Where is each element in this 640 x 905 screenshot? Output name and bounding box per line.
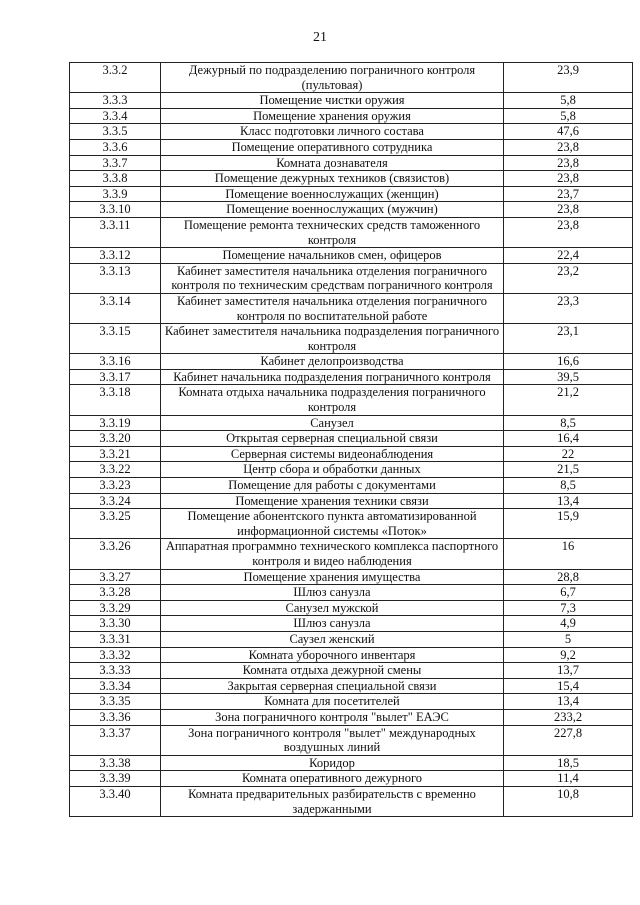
room-area-cell: 6,7 — [504, 585, 633, 601]
table-row — [70, 446, 633, 462]
room-area-cell: 15,4 — [504, 678, 633, 694]
room-number-cell: 3.3.12 — [70, 248, 161, 264]
room-area-cell: 23,8 — [504, 139, 633, 155]
room-name-cell: Серверная системы видеонаблюдения — [161, 446, 504, 462]
table-row — [70, 616, 633, 632]
room-area-cell: 227,8 — [504, 725, 633, 755]
room-name-cell: Комната оперативного дежурного — [161, 771, 504, 787]
room-number-cell: 3.3.10 — [70, 202, 161, 218]
table-row — [70, 631, 633, 647]
room-area-cell: 22,4 — [504, 248, 633, 264]
room-number-cell: 3.3.33 — [70, 663, 161, 679]
room-number-cell: 3.3.34 — [70, 678, 161, 694]
room-number-cell: 3.3.7 — [70, 155, 161, 171]
room-area-cell: 9,2 — [504, 647, 633, 663]
room-area-cell: 23,8 — [504, 171, 633, 187]
room-area-cell: 21,5 — [504, 462, 633, 478]
room-name-cell: Кабинет начальника подразделения пограничного контроля — [161, 369, 504, 385]
room-number-cell: 3.3.20 — [70, 431, 161, 447]
room-area-cell: 23,2 — [504, 263, 633, 293]
room-number-cell: 3.3.31 — [70, 631, 161, 647]
table-row — [70, 431, 633, 447]
room-name-cell: Помещение оперативного сотрудника — [161, 139, 504, 155]
room-area-cell: 5,8 — [504, 93, 633, 109]
room-name-cell: Дежурный по подразделению пограничного контроля (пультовая) — [161, 63, 504, 93]
room-number-cell: 3.3.22 — [70, 462, 161, 478]
room-number-cell: 3.3.23 — [70, 478, 161, 494]
room-name-cell: Помещение хранения техники связи — [161, 493, 504, 509]
table-row — [70, 186, 633, 202]
room-name-cell: Помещение начальников смен, офицеров — [161, 248, 504, 264]
room-number-cell: 3.3.27 — [70, 569, 161, 585]
table-row — [70, 263, 633, 293]
room-name-cell: Санузел мужской — [161, 600, 504, 616]
room-name-cell: Коридор — [161, 755, 504, 771]
room-number-cell: 3.3.25 — [70, 509, 161, 539]
room-number-cell: 3.3.28 — [70, 585, 161, 601]
table-row — [70, 539, 633, 569]
room-number-cell: 3.3.4 — [70, 108, 161, 124]
table-row — [70, 171, 633, 187]
room-area-cell: 39,5 — [504, 369, 633, 385]
room-number-cell: 3.3.39 — [70, 771, 161, 787]
room-area-cell: 23,8 — [504, 217, 633, 247]
room-number-cell: 3.3.18 — [70, 385, 161, 415]
room-number-cell: 3.3.32 — [70, 647, 161, 663]
table-row — [70, 93, 633, 109]
table-row — [70, 217, 633, 247]
room-number-cell: 3.3.30 — [70, 616, 161, 632]
room-area-cell: 23,8 — [504, 155, 633, 171]
room-area-cell: 47,6 — [504, 124, 633, 140]
room-number-cell: 3.3.6 — [70, 139, 161, 155]
room-area-cell: 13,7 — [504, 663, 633, 679]
room-area-cell: 23,9 — [504, 63, 633, 93]
table-row — [70, 139, 633, 155]
room-name-cell: Кабинет заместителя начальника подразделения пограничного контроля — [161, 324, 504, 354]
room-name-cell: Шлюз санузла — [161, 585, 504, 601]
table-row — [70, 725, 633, 755]
room-name-cell: Помещение военнослужащих (женщин) — [161, 186, 504, 202]
room-number-cell: 3.3.29 — [70, 600, 161, 616]
table-row — [70, 663, 633, 679]
room-number-cell: 3.3.38 — [70, 755, 161, 771]
room-number-cell: 3.3.26 — [70, 539, 161, 569]
table-row — [70, 694, 633, 710]
room-area-cell: 16 — [504, 539, 633, 569]
room-name-cell: Помещение хранения имущества — [161, 569, 504, 585]
room-number-cell: 3.3.40 — [70, 786, 161, 816]
room-area-cell: 13,4 — [504, 694, 633, 710]
room-name-cell: Помещение военнослужащих (мужчин) — [161, 202, 504, 218]
room-name-cell: Закрытая серверная специальной связи — [161, 678, 504, 694]
room-name-cell: Помещение ремонта технических средств таможенного контроля — [161, 217, 504, 247]
room-name-cell: Комната уборочного инвентаря — [161, 647, 504, 663]
table-row — [70, 709, 633, 725]
room-area-cell: 28,8 — [504, 569, 633, 585]
table-row — [70, 493, 633, 509]
room-number-cell: 3.3.13 — [70, 263, 161, 293]
room-area-cell: 16,6 — [504, 354, 633, 370]
room-name-cell: Зона пограничного контроля "вылет" ЕАЭС — [161, 709, 504, 725]
room-name-cell: Кабинет делопроизводства — [161, 354, 504, 370]
table-row — [70, 202, 633, 218]
room-name-cell: Комната дознавателя — [161, 155, 504, 171]
table-row — [70, 155, 633, 171]
table-row — [70, 771, 633, 787]
room-area-cell: 18,5 — [504, 755, 633, 771]
rooms-table — [69, 62, 633, 817]
room-number-cell: 3.3.16 — [70, 354, 161, 370]
table-row — [70, 786, 633, 816]
table-row — [70, 324, 633, 354]
room-area-cell: 11,4 — [504, 771, 633, 787]
table-row — [70, 369, 633, 385]
room-area-cell: 4,9 — [504, 616, 633, 632]
room-number-cell: 3.3.2 — [70, 63, 161, 93]
room-name-cell: Комната для посетителей — [161, 694, 504, 710]
room-name-cell: Зона пограничного контроля "вылет" международных воздушных линий — [161, 725, 504, 755]
room-number-cell: 3.3.9 — [70, 186, 161, 202]
room-number-cell: 3.3.14 — [70, 293, 161, 323]
table-row — [70, 600, 633, 616]
table-row — [70, 755, 633, 771]
room-area-cell: 23,3 — [504, 293, 633, 323]
room-name-cell: Помещение дежурных техников (связистов) — [161, 171, 504, 187]
room-name-cell: Помещение чистки оружия — [161, 93, 504, 109]
page-number: 21 — [313, 30, 327, 45]
room-number-cell: 3.3.3 — [70, 93, 161, 109]
table-row — [70, 385, 633, 415]
room-name-cell: Помещение абонентского пункта автоматизированной информационной системы «Поток» — [161, 509, 504, 539]
room-area-cell: 10,8 — [504, 786, 633, 816]
room-name-cell: Шлюз санузла — [161, 616, 504, 632]
table-row — [70, 678, 633, 694]
room-name-cell: Помещение хранения оружия — [161, 108, 504, 124]
room-name-cell: Комната предварительных разбирательств с временно задержанными — [161, 786, 504, 816]
table-row — [70, 354, 633, 370]
room-number-cell: 3.3.21 — [70, 446, 161, 462]
room-name-cell: Саузел женский — [161, 631, 504, 647]
table-row — [70, 63, 633, 93]
room-area-cell: 15,9 — [504, 509, 633, 539]
table-row — [70, 509, 633, 539]
table-row — [70, 293, 633, 323]
table-row — [70, 478, 633, 494]
table-row — [70, 585, 633, 601]
table-row — [70, 462, 633, 478]
room-number-cell: 3.3.11 — [70, 217, 161, 247]
table-row — [70, 248, 633, 264]
room-area-cell: 22 — [504, 446, 633, 462]
room-name-cell: Помещение для работы с документами — [161, 478, 504, 494]
room-area-cell: 5 — [504, 631, 633, 647]
table-row — [70, 415, 633, 431]
table-row — [70, 124, 633, 140]
room-name-cell: Комната отдыха дежурной смены — [161, 663, 504, 679]
room-area-cell: 7,3 — [504, 600, 633, 616]
room-number-cell: 3.3.15 — [70, 324, 161, 354]
rooms-table-body — [70, 63, 633, 817]
room-area-cell: 23,8 — [504, 202, 633, 218]
room-number-cell: 3.3.24 — [70, 493, 161, 509]
room-name-cell: Санузел — [161, 415, 504, 431]
room-area-cell: 8,5 — [504, 478, 633, 494]
room-area-cell: 5,8 — [504, 108, 633, 124]
room-name-cell: Кабинет заместителя начальника отделения пограничного контроля по воспитательной работе — [161, 293, 504, 323]
room-number-cell: 3.3.8 — [70, 171, 161, 187]
room-area-cell: 16,4 — [504, 431, 633, 447]
room-number-cell: 3.3.36 — [70, 709, 161, 725]
room-number-cell: 3.3.17 — [70, 369, 161, 385]
room-area-cell: 8,5 — [504, 415, 633, 431]
room-area-cell: 21,2 — [504, 385, 633, 415]
room-name-cell: Открытая серверная специальной связи — [161, 431, 504, 447]
room-name-cell: Центр сбора и обработки данных — [161, 462, 504, 478]
room-area-cell: 13,4 — [504, 493, 633, 509]
room-number-cell: 3.3.5 — [70, 124, 161, 140]
room-number-cell: 3.3.35 — [70, 694, 161, 710]
room-number-cell: 3.3.19 — [70, 415, 161, 431]
table-row — [70, 108, 633, 124]
table-row — [70, 647, 633, 663]
room-area-cell: 23,7 — [504, 186, 633, 202]
room-area-cell: 233,2 — [504, 709, 633, 725]
room-name-cell: Класс подготовки личного состава — [161, 124, 504, 140]
room-name-cell: Аппаратная программно технического комплекса паспортного контроля и видео наблюдения — [161, 539, 504, 569]
room-area-cell: 23,1 — [504, 324, 633, 354]
room-name-cell: Комната отдыха начальника подразделения пограничного контроля — [161, 385, 504, 415]
room-number-cell: 3.3.37 — [70, 725, 161, 755]
table-row — [70, 569, 633, 585]
room-name-cell: Кабинет заместителя начальника отделения пограничного контроля по техническим средствам пограничного контроля — [161, 263, 504, 293]
